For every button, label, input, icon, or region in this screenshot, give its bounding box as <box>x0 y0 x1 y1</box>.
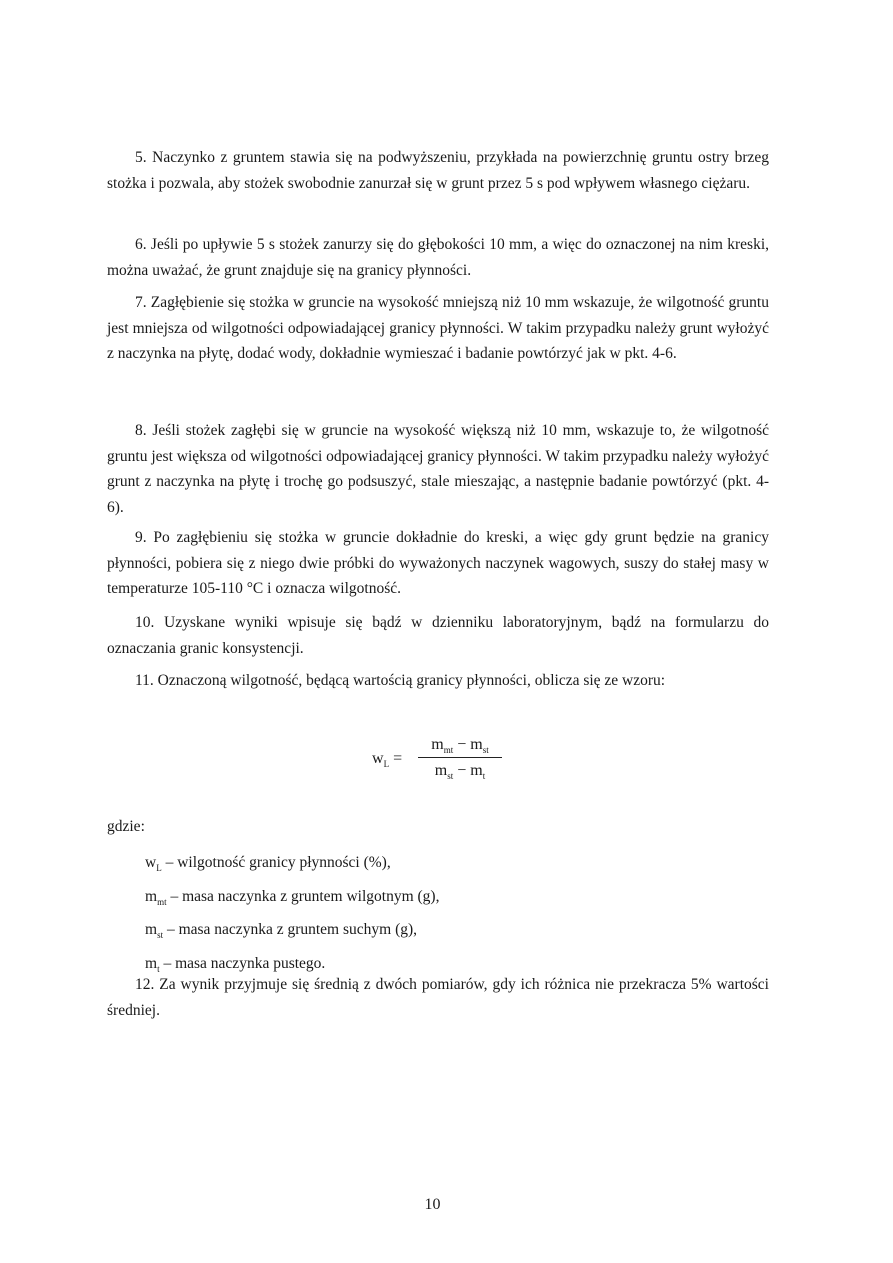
where-label: gdzie: <box>107 818 145 835</box>
num-b: m <box>470 736 483 753</box>
paragraph-8: 8. Jeśli stożek zagłębi się w gruncie na wysokość większą niż 10 mm, wskazuje to, że wilgotność gruntu jest większa od wilgotności odpowiadającej granicy płynności. W takim przypadku należy wyłożyć grunt z naczynka na płytę i trochę go podsuszyć, stale mieszając, a następnie badanie powtórzyć (pkt. 4-6). <box>107 422 769 516</box>
def-symbol: w <box>145 854 157 871</box>
num-b-sub: st <box>482 745 489 756</box>
den-b-sub: t <box>482 771 486 782</box>
formula-eq: = <box>393 750 403 767</box>
def-sub: L <box>156 863 162 874</box>
def-text: – wilgotność granicy płynności (%), <box>161 854 391 871</box>
definition-mst <box>145 916 439 950</box>
formula-denominator <box>418 758 502 781</box>
den-minus: − <box>457 762 467 780</box>
def-text: – masa naczynka pustego. <box>159 954 326 972</box>
definitions-list <box>145 849 439 983</box>
def-sub: mt <box>157 896 167 907</box>
page-number: 10 <box>424 1196 441 1213</box>
def-text: – masa naczynka z gruntem wilgotnym (g), <box>166 887 440 905</box>
den-a-sub: st <box>447 771 454 782</box>
def-symbol: m <box>145 921 158 939</box>
def-sub: t <box>157 963 160 974</box>
den-b: m <box>470 762 483 780</box>
formula-numerator <box>418 736 502 758</box>
paragraph-5: 5. Naczynko z gruntem stawia się na podwyższeniu, przykłada na powierzchnię gruntu ostry brzeg stożka i pozwala, aby stożek swobodnie zanurzał się w grunt przez 5 s pod wpływem własnego ciężaru. <box>107 149 769 192</box>
num-a: m <box>431 736 444 753</box>
den-a: m <box>434 762 448 780</box>
formula-lhs: w <box>372 750 384 767</box>
definition-mmt <box>145 883 439 917</box>
def-symbol: m <box>145 887 158 905</box>
formula-fraction <box>418 736 502 781</box>
num-a-sub: mt <box>443 745 454 756</box>
paragraph-10: 10. Uzyskane wyniki wpisuje się bądź w dzienniku laboratoryjnym, bądź na formularzu do oznaczania granic konsystencji. <box>107 614 769 657</box>
definition-wl <box>145 849 439 883</box>
formula-lhs-sub: L <box>383 759 390 770</box>
paragraph-7: 7. Zagłębienie się stożka w gruncie na wysokość mniejszą niż 10 mm wskazuje, że wilgotność gruntu jest mniejsza od wilgotności odpowiadającej granicy płynności. W takim przypadku należy grunt wyłożyć z naczynka na płytę, dodać wody, dokładnie wymieszać i badanie powtórzyć jak w pkt. 4-6. <box>107 294 769 362</box>
def-symbol: m <box>145 954 158 972</box>
def-text: – masa naczynka z gruntem suchym (g), <box>163 921 418 939</box>
paragraph-11: 11. Oznaczoną wilgotność, będącą wartością granicy płynności, oblicza się ze wzoru: <box>135 672 666 689</box>
paragraph-9: 9. Po zagłębieniu się stożka w gruncie dokładnie do kreski, a więc gdy grunt będzie na granicy płynności, pobiera się z niego dwie próbki do wyważonych naczynek wagowych, suszy do stałej masy w temperaturze 105-110 °C i oznacza wilgotność. <box>107 529 769 597</box>
num-minus: − <box>457 736 467 753</box>
paragraph-6: 6. Jeśli po upływie 5 s stożek zanurzy się do głębokości 10 mm, a więc do oznaczonej na nim kreski, można uważać, że grunt znajduje się na granicy płynności. <box>107 236 769 279</box>
def-sub: st <box>157 930 164 941</box>
paragraph-12: 12. Za wynik przyjmuje się średnią z dwóch pomiarów, gdy ich różnica nie przekracza 5% wartości średniej. <box>107 976 769 1019</box>
